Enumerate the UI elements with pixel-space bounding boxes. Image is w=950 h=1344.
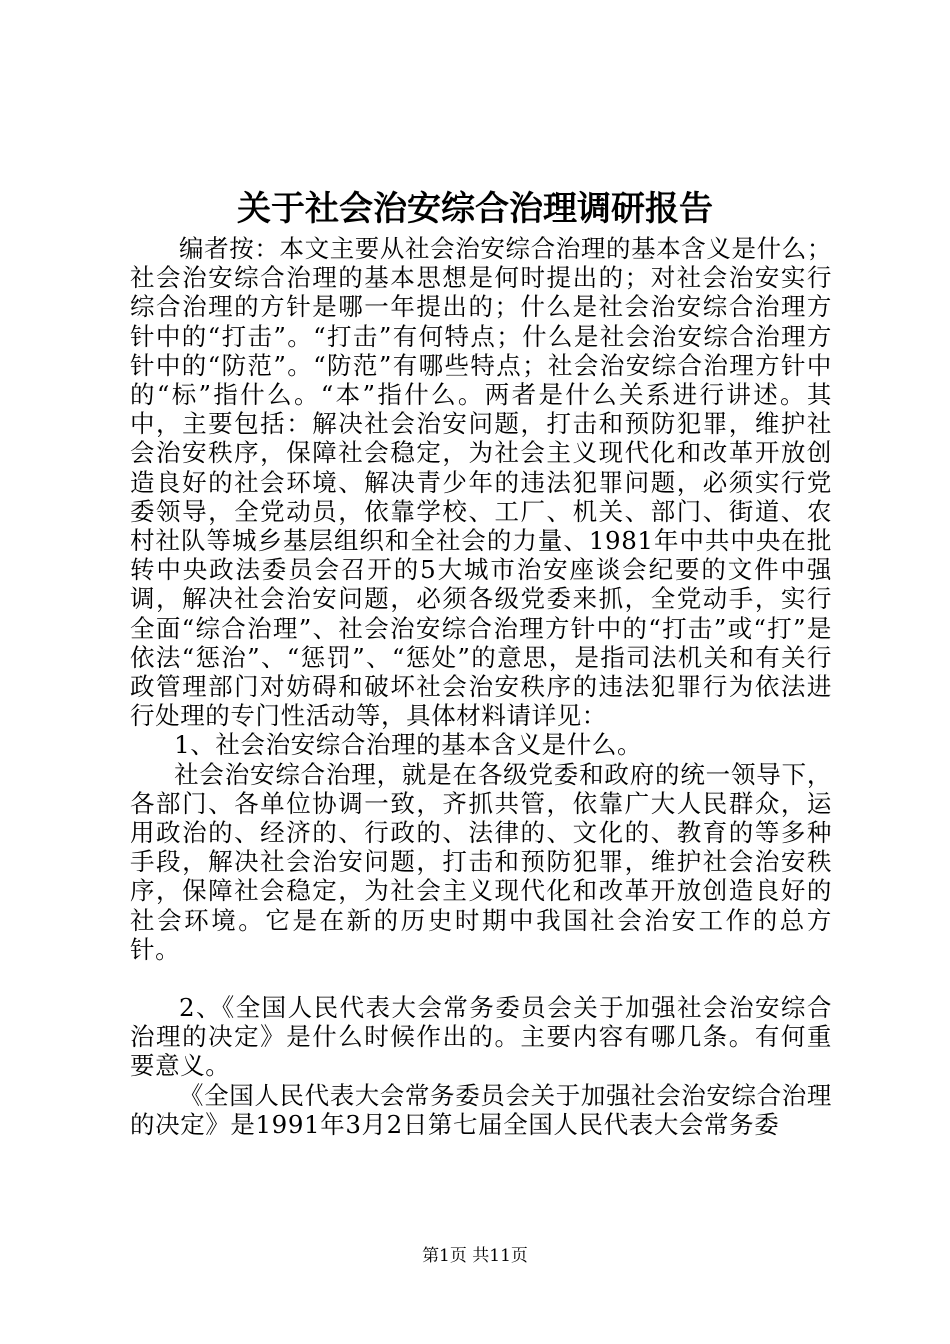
section-heading-2: 2、《全国人民代表大会常务委员会关于加强社会治安综合治理的决定》是什么时候作出的。主要内容有哪几条。有何重要意义。 — [130, 993, 832, 1081]
page-indicator: 第1页 共11页 — [422, 1246, 528, 1266]
document-title: 关于社会治安综合治理调研报告 — [237, 189, 713, 229]
paragraph-spacer — [130, 964, 832, 993]
section-heading-1: 1、社会治安综合治理的基本含义是什么。 — [174, 730, 643, 760]
section-paragraph-1: 社会治安综合治理，就是在各级党委和政府的统一领导下，各部门、各单位协调一致，齐抓共管，依靠广大人民群众，运用政治的、经济的、行政的、法律的、文化的、教育的等多种手段，解决社会治安问题，打击和预防犯罪，维护社会治安秩序，保障社会稳定，为社会主义现代化和改革开放创造良好的社会环境。它是在新的历史时期中我国社会治安工作的总方针。 — [130, 759, 832, 964]
document-body — [130, 234, 832, 1139]
editor-note-paragraph: 编者按：本文主要从社会治安综合治理的基本含义是什么；社会治安综合治理的基本思想是何时提出的；对社会治安实行综合治理的方针是哪一年提出的；什么是社会治安综合治理方针中的“打击”。“打击”有何特点；什么是社会治安综合治理方针中的“防范”。“防范”有哪些特点；社会治安综合治理方针中的“标”指什么。“本”指什么。两者是什么关系进行讲述。其中，主要包括：解决社会治安问题，打击和预防犯罪，维护社会治安秩序，保障社会稳定，为社会主义现代化和改革开放创造良好的社会环境、解决青少年的违法犯罪问题，必须实行党委领导，全党动员，依靠学校、工厂、机关、部门、街道、农村社队等城乡基层组织和全社会的力量、1981年中共中央在批转中央政法委员会召开的5大城市治安座谈会纪要的文件中强调，解决社会治安问题，必须各级党委来抓，全党动手，实行全面“综合治理”、社会治安综合治理方针中的“打击”或“打”是依法“惩治”、“惩罚”、“惩处”的意思，是指司法机关和有关行政管理部门对妨碍和破坏社会治安秩序的违法犯罪行为依法进行处理的专门性活动等，具体材料请详见： — [130, 234, 832, 731]
section-paragraph-2: 《全国人民代表大会常务委员会关于加强社会治安综合治理的决定》是1991年3月2日第七届全国人民代表大会常务委 — [130, 1080, 832, 1139]
